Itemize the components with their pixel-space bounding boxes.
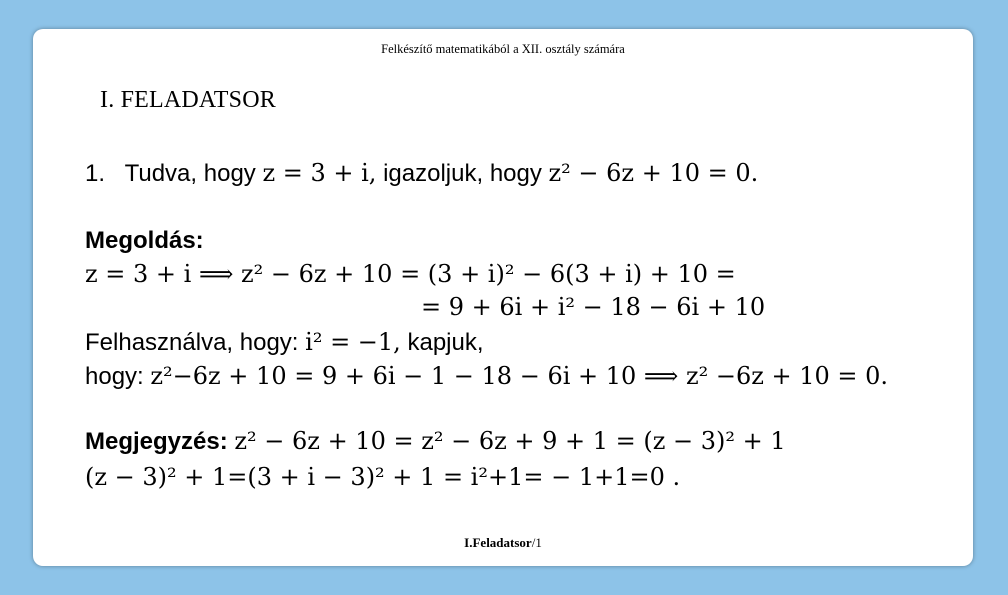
footer-label: I.Feladatsor	[464, 535, 532, 550]
note-heading: Megjegyzés:	[85, 428, 228, 455]
footer-page-number: /1	[531, 535, 542, 550]
task-eq-b: z² − 6z + 10 = 0.	[548, 159, 759, 187]
note-line-2: (z − 3)² + 1=(3 + i − 3)² + 1 = i²+1= − 1+1=0 .	[85, 463, 681, 491]
note-line-1-eq: z² − 6z + 10 = z² − 6z + 9 + 1 = (z − 3)² + 1	[234, 427, 786, 455]
note-line-1	[85, 427, 786, 456]
solution-line-4-text: hogy:	[85, 363, 144, 390]
page-footer	[33, 535, 973, 551]
task-text-b: igazoljuk, hogy	[383, 160, 542, 187]
task-text-a: Tudva, hogy	[124, 160, 256, 187]
page-title: I. FELADATSOR	[100, 87, 276, 113]
solution-line-3	[85, 328, 484, 357]
solution-line-2: = 9 + 6i + i² − 18 − 6i + 10	[421, 293, 766, 321]
solution-line-1: z = 3 + i ⟹ z² − 6z + 10 = (3 + i)² − 6(3 + i) + 10 =	[85, 260, 736, 288]
task-number: 1.	[85, 160, 106, 187]
solution-line-4	[85, 362, 888, 391]
solution-line-4-eq: z²−6z + 10 = 9 + 6i − 1 − 18 − 6i + 10 ⟹ z² −6z + 10 = 0.	[150, 362, 889, 390]
solution-line-3-end: kapjuk,	[407, 329, 484, 356]
task-eq-a: z = 3 + i,	[262, 159, 377, 187]
solution-line-3-text: Felhasználva, hogy:	[85, 329, 299, 356]
solution-heading: Megoldás:	[85, 227, 204, 254]
page-header: Felkészítő matematikából a XII. osztály számára	[381, 42, 625, 56]
slide-card	[33, 29, 973, 566]
solution-line-3-eq: i² = −1,	[305, 328, 401, 356]
task-line	[85, 159, 758, 188]
